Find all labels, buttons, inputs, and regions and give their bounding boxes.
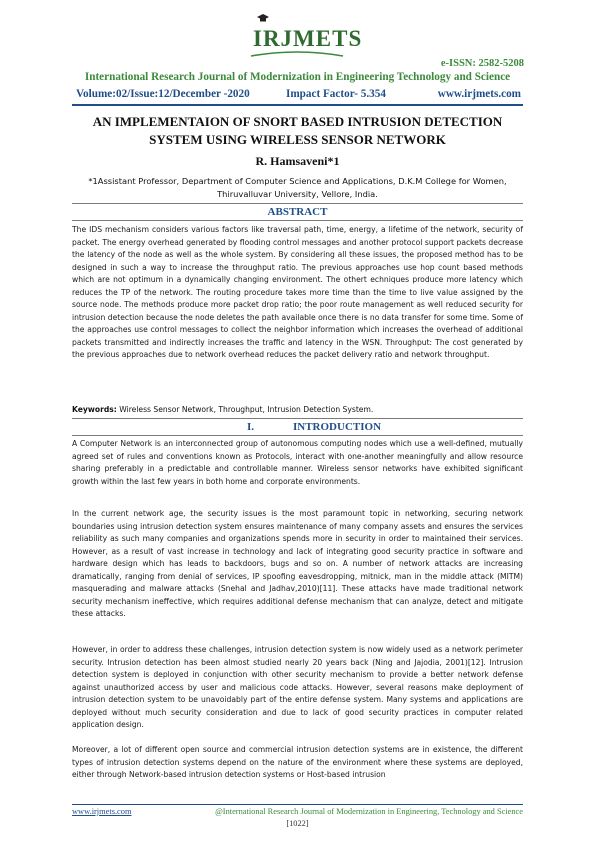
volume-issue: Volume:02/Issue:12/December -2020 [76, 88, 250, 100]
footer-copyright: @International Research Journal of Modernization in Engineering, Technology and Science [215, 807, 523, 816]
impact-factor: Impact Factor- 5.354 [286, 88, 386, 100]
keywords-label: Keywords: [72, 405, 117, 414]
keywords [72, 404, 523, 416]
title-line: SYSTEM USING WIRELESS SENSOR NETWORK [149, 132, 446, 147]
graduation-cap-icon [257, 14, 269, 24]
logo-text: IRJMETS [253, 26, 363, 51]
title-line: AN IMPLEMENTAION OF SNORT BASED INTRUSION DETECTION [92, 114, 503, 129]
journal-logo [243, 12, 363, 60]
affiliation-line: Thiruvalluvar University, Vellore, India. [217, 188, 378, 199]
footer-website-link[interactable]: www.irjmets.com [72, 807, 132, 816]
affiliation-line: *1Assistant Professor, Department of Computer Science and Applications, D.K.M College for Women, [88, 176, 507, 186]
page-number: [1022] [286, 819, 309, 828]
header-divider [72, 104, 523, 106]
abstract-text: The IDS mechanism considers various factors like traversal path, time, energy, a lifetime of the network, security of packet. The energy overhead generated by flooding control messages and another protocol support packets decrease the latency of the node as well as the whole system. By considering all these issues, the proposed method has to be designed in such a way to increase the throughput ratio. The previous approaches use hop count based methods which are not optimum in a dynamically changing environment. The othert echniques produce more latency which reduces the TP of the network. The routing procedure takes more time than the time to live value assigned by the source node. The methods produce more packet drop ratio; the poor route management as well reduced security for intrusion detection because the node deletes the path available once there is no data transfer for some time. Some of the approaches use control messages to collect the neighbor information which increases the overhead of additional packets transmitted and indirectly increases the traffic and latency in the WSN. Throughput: The cost generated by the previous approaches due to network overhead reduces the packet delivery ratio and network throughput. [72, 225, 523, 359]
intro-bottom-rule [72, 435, 523, 436]
logo-swoosh-icon [249, 50, 345, 58]
intro-paragraph: In the current network age, the security issues is the most paramount topic in networking, securing network boundaries using intrusion detection system ensures maintenance of many company assets and ensures the services reliability as such many companies and organizations spends more in security in order to maintained their services. However, as a result of vast increase in technology and lack of integrating good security practice in software and hardware design which has leads to backdoors, bugs and so on. A number of network attacks are increasing dramatically, ranging from denial of services, IP spoofing eavesdropping, mitnick, man in the middle attack (MITM) masquerading and malware attacks (Snehal and Jadhav,2010)[11]. These attacks have made traditional network security mechanism ineffective, which requires additional defense mechanism that can analyze, detect and mitigate these attacks. [72, 509, 523, 618]
author-affiliation [72, 175, 523, 200]
journal-name: International Research Journal of Modernization in Engineering Technology and Science [84, 71, 511, 83]
header-website-link[interactable]: www.irjmets.com [437, 88, 521, 100]
keywords-text: Wireless Sensor Network, Throughput, Intrusion Detection System. [116, 405, 374, 414]
intro-paragraph: Moreover, a lot of different open source and commercial intrusion detection systems are in existence, the different types of intrusion detection systems depend on the nature of the environment where these systems are deployed, either through Network-based intrusion detection systems or Host-based intrusion [72, 745, 523, 779]
abstract-top-rule [72, 203, 523, 204]
intro-top-rule [72, 418, 523, 419]
paper-title [72, 113, 523, 149]
section-title: INTRODUCTION [293, 421, 382, 433]
intro-paragraph: However, in order to address these challenges, intrusion detection system is now widely used as a network perimeter security. Intrusion detection has been almost studied nearly 20 years back (Ning and Jajodia, 2001)[12]. Intrusion detection system is deployed in conjunction with other security mechanism to provide a better network defense against unauthorized access by user and malicious code attacks. However, several reasons make deployment of intrusion detection system to be unavoidably part of the entire defense system. Many systems and applications are deployed without much security consideration and due to lack of good security practices in computer related application design. [72, 645, 523, 729]
footer-divider [72, 804, 523, 805]
author-name: R. Hamsaveni*1 [255, 154, 340, 168]
issn: e-ISSN: 2582-5208 [440, 58, 524, 69]
abstract-heading: ABSTRACT [267, 206, 328, 218]
section-number: I. [247, 421, 255, 433]
abstract-bottom-rule [72, 220, 523, 221]
intro-paragraph: A Computer Network is an interconnected group of autonomous computing nodes which use a well-defined, mutually agreed set of rules and conventions known as Protocols, interact with one-another meaningfully and allow resource sharing preferably in a predictable and controllable manner. Wireless sensor networks have exhibited significant growth within the last few years in both home and corporate environments. [72, 439, 523, 486]
